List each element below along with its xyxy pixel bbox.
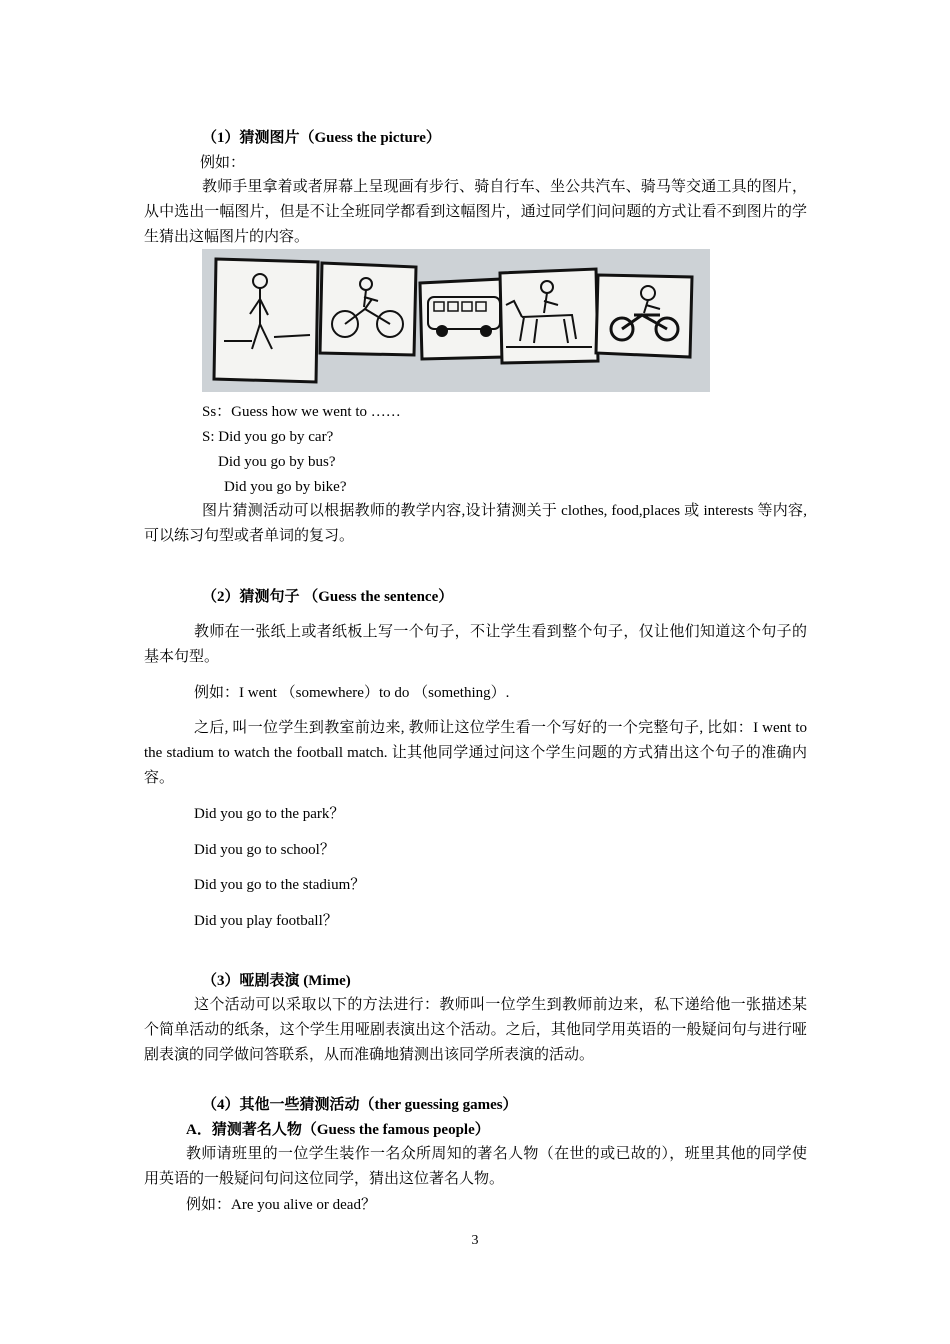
dialogue-line-2: S: Did you go by car? (202, 429, 334, 445)
walking-picture-icon (214, 259, 318, 382)
example-label: 例如： (200, 155, 246, 171)
section-3-heading: （3）哑剧表演 (Mime) (202, 973, 351, 989)
motorbike-picture-icon (596, 275, 692, 357)
section-4-example: 例如：Are you alive or dead？ (186, 1197, 376, 1213)
section-4-paragraph: 教师请班里的一位学生装作一名众所周知的著名人物（在世的或已故的），班里其他的同学使用英语的一般疑问句问这位同学，猜出这位著名人物。 (144, 1146, 807, 1187)
section-1-paragraph: 教师手里拿着或者屏幕上呈现画有步行、骑自行车、坐公共汽车、骑马等交通工具的图片，从中选出一幅图片，但是不让全班同学都看到这幅图片，通过同学们问问题的方式让看不到图片的学生猜出这幅图片的内容。 (144, 179, 807, 245)
bus-picture-icon (420, 279, 504, 359)
dialogue-line-4: Did you go by bike? (224, 479, 347, 495)
section-1-heading: （1）猜测图片（Guess the picture） (202, 130, 441, 146)
page-number: 3 (471, 1233, 479, 1248)
transport-pictures-image (202, 249, 710, 392)
section-2-paragraph-2: 之后, 叫一位学生到教室前边来, 教师让这位学生看一个写好的一个完整句子, 比如：I went to the stadium to watch the football match. 让其他同学通过问这个学生问题的方式猜出这个句子的准确内容。 (144, 720, 807, 786)
question-4: Did you play football？ (194, 913, 338, 929)
section-1-paragraph-2: 图片猜测活动可以根据教师的教学内容,设计猜测关于 clothes, food,places 或 interests 等内容,可以练习句型或者单词的复习。 (144, 503, 807, 544)
section-3-paragraph: 这个活动可以采取以下的方法进行：教师叫一位学生到教师前边来，私下递给他一张描述某个简单活动的纸条，这个学生用哑剧表演出这个活动。之后，其他同学用英语的一般疑问句与进行哑剧表演的同学做问答联系，从而准确地猜测出该同学所表演的活动。 (144, 997, 807, 1063)
section-2-paragraph-1: 教师在一张纸上或者纸板上写一个句子，不让学生看到整个句子，仅让他们知道这个句子的基本句型。 (144, 624, 807, 665)
dialogue-line-3: Did you go by bus? (218, 454, 336, 470)
section-4-sub-a: A．猜测著名人物（Guess the famous people） (186, 1122, 490, 1138)
section-2-example: 例如：I went （somewhere）to do （something）. (194, 685, 510, 701)
question-2: Did you go to school？ (194, 842, 335, 858)
question-3: Did you go to the stadium？ (194, 877, 366, 893)
dialogue-line-1: Ss：Guess how we went to …… (202, 404, 401, 420)
section-4-heading: （4）其他一些猜测活动（ther guessing games） (202, 1097, 518, 1113)
question-1: Did you go to the park？ (194, 806, 345, 822)
horse-picture-icon (500, 269, 598, 363)
section-2-heading: （2）猜测句子 （Guess the sentence） (202, 589, 454, 605)
bicycle-picture-icon (320, 263, 416, 355)
